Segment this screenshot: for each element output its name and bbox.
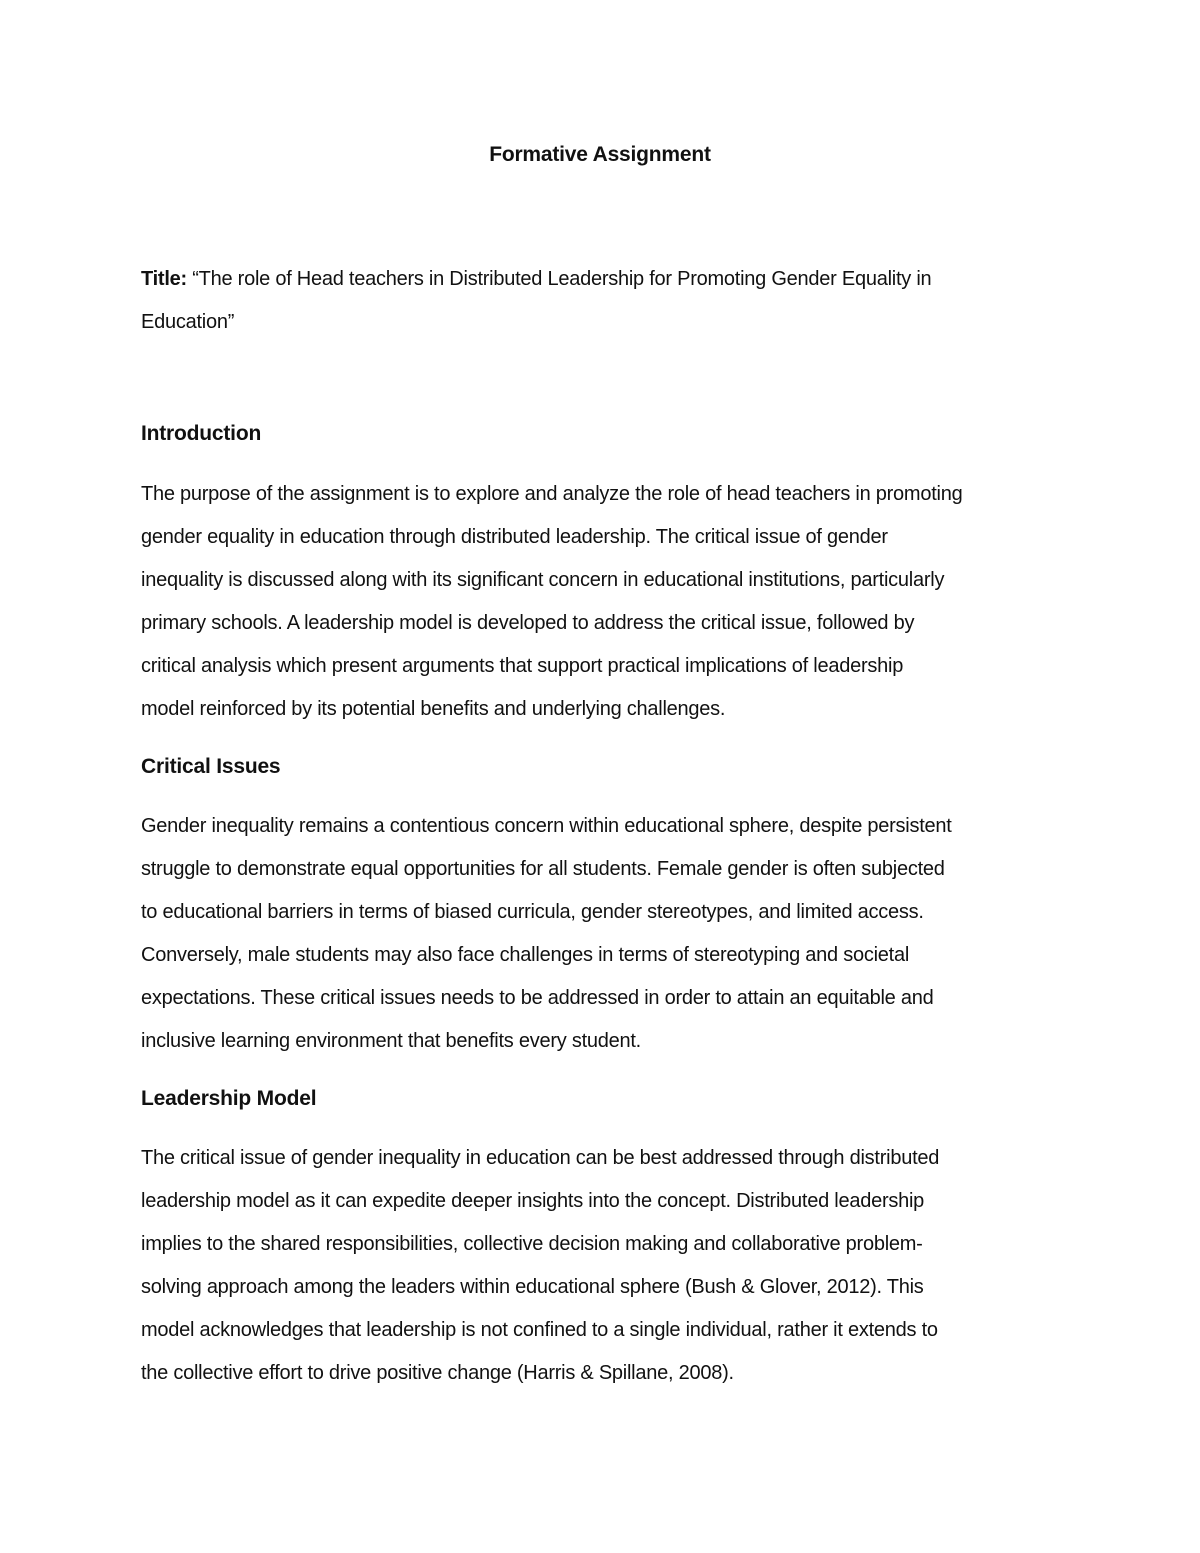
section-heading-leadership-model: Leadership Model: [141, 1087, 317, 1110]
section-paragraph-introduction: [141, 473, 1066, 731]
paragraph-line: The critical issue of gender inequality in education can be best addressed through distributed: [141, 1147, 940, 1169]
paragraph-line: gender equality in education through distributed leadership. The critical issue of gender: [141, 526, 888, 548]
section-heading-critical-issues: Critical Issues: [141, 755, 281, 778]
assignment-title-block: [141, 258, 1061, 344]
section-paragraph-critical-issues: [141, 805, 1066, 1063]
paragraph-line: primary schools. A leadership model is developed to address the critical issue, followed by: [141, 612, 915, 634]
paragraph-line: leadership model as it can expedite deeper insights into the concept. Distributed leadership: [141, 1190, 925, 1212]
section-heading-introduction: Introduction: [141, 422, 262, 445]
title-text-line-2: Education”: [141, 311, 235, 333]
paragraph-line: model acknowledges that leadership is not confined to a single individual, rather it extends to: [141, 1319, 938, 1341]
paragraph-line: the collective effort to drive positive change (Harris & Spillane, 2008).: [141, 1362, 734, 1384]
document-title: Formative Assignment: [489, 143, 711, 166]
paragraph-line: solving approach among the leaders within educational sphere (Bush & Glover, 2012). This: [141, 1276, 924, 1298]
paragraph-line: struggle to demonstrate equal opportunities for all students. Female gender is often subjected: [141, 858, 945, 880]
paragraph-line: Gender inequality remains a contentious concern within educational sphere, despite persistent: [141, 815, 952, 837]
paragraph-line: inequality is discussed along with its significant concern in educational institutions, particularly: [141, 569, 945, 591]
paragraph-line: to educational barriers in terms of biased curricula, gender stereotypes, and limited access.: [141, 901, 924, 923]
paragraph-line: implies to the shared responsibilities, collective decision making and collaborative problem-: [141, 1233, 923, 1255]
title-label: Title:: [141, 268, 187, 290]
paragraph-line: Conversely, male students may also face challenges in terms of stereotyping and societal: [141, 944, 910, 966]
paragraph-line: expectations. These critical issues needs to be addressed in order to attain an equitable and: [141, 987, 934, 1009]
section-paragraph-leadership-model: [141, 1137, 1066, 1395]
title-text-line-1: “The role of Head teachers in Distributed Leadership for Promoting Gender Equality in: [186, 268, 932, 290]
paragraph-line: model reinforced by its potential benefits and underlying challenges.: [141, 698, 726, 720]
title-line-1: [141, 268, 931, 290]
paragraph-line: inclusive learning environment that benefits every student.: [141, 1030, 641, 1052]
paragraph-line: critical analysis which present arguments that support practical implications of leadership: [141, 655, 904, 677]
paragraph-line: The purpose of the assignment is to explore and analyze the role of head teachers in promoting: [141, 483, 963, 505]
